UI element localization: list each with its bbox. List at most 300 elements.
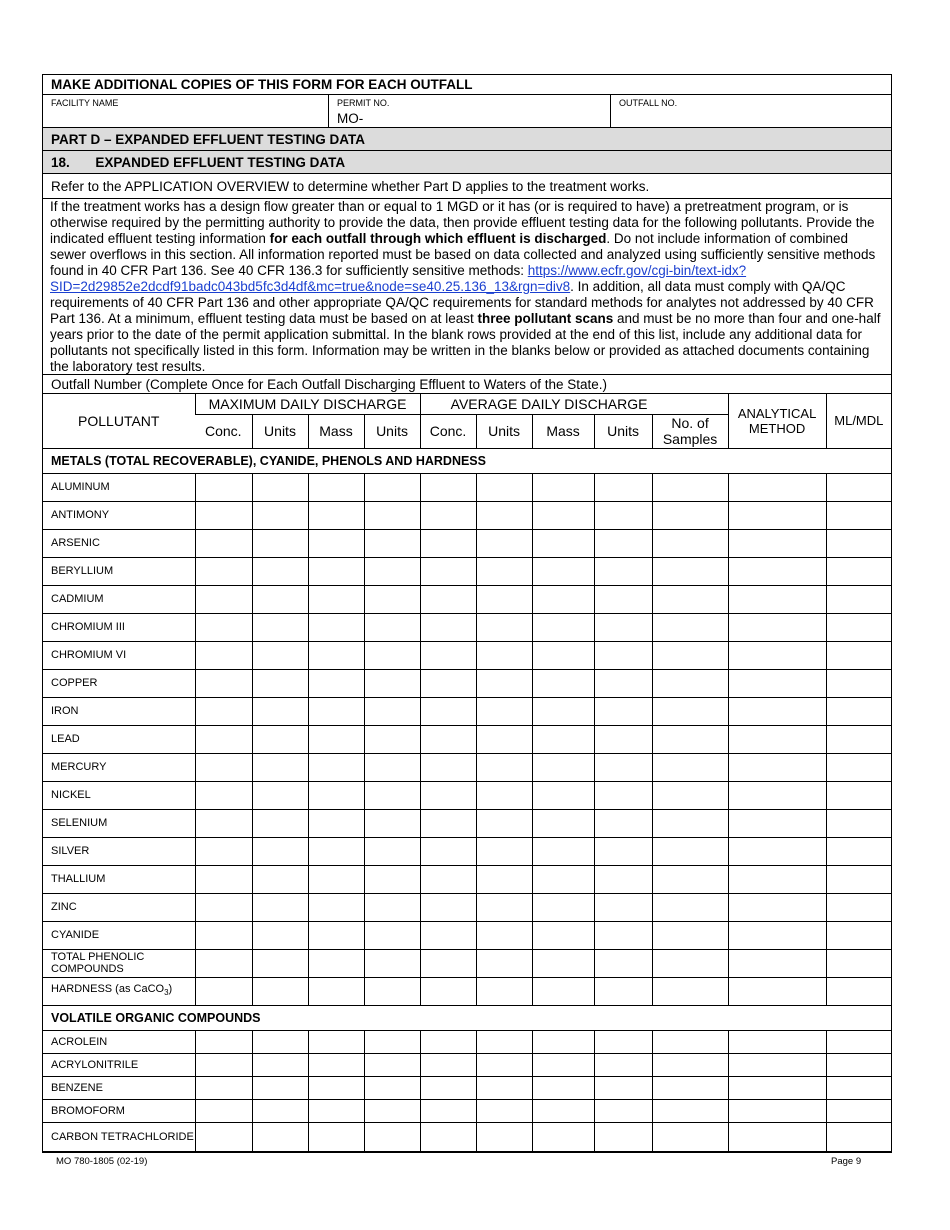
entry-cell[interactable] [420,781,476,809]
entry-cell[interactable] [420,949,476,977]
entry-cell[interactable] [476,837,532,865]
facility-row [43,95,891,128]
entry-cell[interactable] [476,809,532,837]
pollutant-name: ACRYLONITRILE [43,1053,195,1076]
outfall-no-label: OUTFALL NO. [619,98,678,108]
entry-cell[interactable] [420,921,476,949]
entry-cell[interactable] [826,669,891,697]
entry-cell[interactable] [594,1076,652,1099]
pollutant-row [43,669,891,697]
entry-cell[interactable] [364,865,420,893]
entry-cell[interactable] [420,501,476,529]
entry-cell[interactable] [308,669,364,697]
entry-cell[interactable] [826,641,891,669]
entry-cell[interactable] [252,865,308,893]
entry-cell[interactable] [476,977,532,1005]
entry-cell[interactable] [594,837,652,865]
entry-cell[interactable] [308,921,364,949]
entry-cell[interactable] [195,557,252,585]
entry-cell[interactable] [532,669,594,697]
entry-cell[interactable] [594,641,652,669]
entry-cell[interactable] [728,865,826,893]
entry-cell[interactable] [476,921,532,949]
entry-cell[interactable] [728,641,826,669]
pollutant-row [43,725,891,753]
entry-cell[interactable] [364,893,420,921]
entry-cell[interactable] [826,781,891,809]
entry-cell[interactable] [195,893,252,921]
entry-cell[interactable] [420,697,476,725]
entry-cell[interactable] [652,529,728,557]
entry-cell[interactable] [652,473,728,501]
col-max-units: Units [252,414,308,448]
entry-cell[interactable] [195,1099,252,1122]
entry-cell[interactable] [420,725,476,753]
entry-cell[interactable] [594,809,652,837]
entry-cell[interactable] [364,557,420,585]
entry-cell[interactable] [420,1122,476,1151]
entry-cell[interactable] [195,1122,252,1151]
entry-cell[interactable] [652,557,728,585]
entry-cell[interactable] [476,865,532,893]
entry-cell[interactable] [652,1030,728,1053]
col-max-mass-units: Units [364,414,420,448]
entry-cell[interactable] [532,725,594,753]
entry-cell[interactable] [826,865,891,893]
entry-cell[interactable] [420,585,476,613]
entry-cell[interactable] [476,473,532,501]
entry-cell[interactable] [364,1099,420,1122]
col-no-of-samples: No. of Samples [652,414,728,448]
entry-cell[interactable] [252,781,308,809]
entry-cell[interactable] [420,557,476,585]
entry-cell[interactable] [728,809,826,837]
entry-cell[interactable] [364,641,420,669]
entry-cell[interactable] [532,641,594,669]
entry-cell[interactable] [826,613,891,641]
entry-cell[interactable] [252,613,308,641]
entry-cell[interactable] [420,977,476,1005]
entry-cell[interactable] [308,865,364,893]
entry-cell[interactable] [532,1099,594,1122]
entry-cell[interactable] [826,725,891,753]
entry-cell[interactable] [652,1053,728,1076]
entry-cell[interactable] [826,1122,891,1151]
entry-cell[interactable] [652,697,728,725]
entry-cell[interactable] [195,669,252,697]
entry-cell[interactable] [420,669,476,697]
entry-cell[interactable] [364,529,420,557]
entry-cell[interactable] [308,697,364,725]
entry-cell[interactable] [594,473,652,501]
entry-cell[interactable] [594,1030,652,1053]
pollutant-name: SELENIUM [43,809,195,837]
entry-cell[interactable] [195,641,252,669]
entry-cell[interactable] [652,949,728,977]
entry-cell[interactable] [195,977,252,1005]
entry-cell[interactable] [728,725,826,753]
entry-cell[interactable] [594,585,652,613]
entry-cell[interactable] [826,1030,891,1053]
entry-cell[interactable] [420,613,476,641]
entry-cell[interactable] [420,809,476,837]
entry-cell[interactable] [308,585,364,613]
entry-cell[interactable] [532,585,594,613]
entry-cell[interactable] [652,753,728,781]
entry-cell[interactable] [195,1076,252,1099]
entry-cell[interactable] [308,977,364,1005]
entry-cell[interactable] [308,1076,364,1099]
entry-cell[interactable] [826,1053,891,1076]
entry-cell[interactable] [728,697,826,725]
entry-cell[interactable] [728,529,826,557]
entry-cell[interactable] [594,501,652,529]
entry-cell[interactable] [476,613,532,641]
entry-cell[interactable] [728,501,826,529]
entry-cell[interactable] [476,1053,532,1076]
entry-cell[interactable] [532,781,594,809]
entry-cell[interactable] [308,473,364,501]
entry-cell[interactable] [364,613,420,641]
entry-cell[interactable] [308,529,364,557]
entry-cell[interactable] [252,977,308,1005]
entry-cell[interactable] [652,837,728,865]
entry-cell[interactable] [594,1122,652,1151]
entry-cell[interactable] [728,1076,826,1099]
entry-cell[interactable] [476,697,532,725]
entry-cell[interactable] [532,865,594,893]
entry-cell[interactable] [195,585,252,613]
entry-cell[interactable] [476,585,532,613]
entry-cell[interactable] [364,921,420,949]
entry-cell[interactable] [532,893,594,921]
entry-cell[interactable] [476,893,532,921]
part-title: PART D – EXPANDED EFFLUENT TESTING DATA [43,128,891,151]
entry-cell[interactable] [532,1030,594,1053]
entry-cell[interactable] [476,557,532,585]
entry-cell[interactable] [308,1053,364,1076]
entry-cell[interactable] [476,949,532,977]
entry-cell[interactable] [308,809,364,837]
entry-cell[interactable] [728,1053,826,1076]
entry-cell[interactable] [308,641,364,669]
entry-cell[interactable] [532,1053,594,1076]
entry-cell[interactable] [252,501,308,529]
pollutant-name: THALLIUM [43,865,195,893]
entry-cell[interactable] [252,1099,308,1122]
entry-cell[interactable] [594,893,652,921]
entry-cell[interactable] [594,921,652,949]
permit-no-value: MO- [337,111,364,126]
entry-cell[interactable] [195,501,252,529]
entry-cell[interactable] [728,473,826,501]
entry-cell[interactable] [252,921,308,949]
entry-cell[interactable] [476,669,532,697]
entry-cell[interactable] [594,529,652,557]
entry-cell[interactable] [252,1122,308,1151]
entry-cell[interactable] [364,669,420,697]
entry-cell[interactable] [420,893,476,921]
entry-cell[interactable] [364,753,420,781]
entry-cell[interactable] [532,501,594,529]
entry-cell[interactable] [728,1099,826,1122]
entry-cell[interactable] [420,641,476,669]
entry-cell[interactable] [652,921,728,949]
entry-cell[interactable] [364,1076,420,1099]
entry-cell[interactable] [594,725,652,753]
entry-cell[interactable] [252,473,308,501]
entry-cell[interactable] [195,1053,252,1076]
entry-cell[interactable] [195,697,252,725]
entry-cell[interactable] [195,529,252,557]
entry-cell[interactable] [364,949,420,977]
entry-cell[interactable] [364,977,420,1005]
refer-note: Refer to the APPLICATION OVERVIEW to determine whether Part D applies to the treatment works. [43,174,891,199]
copies-banner: MAKE ADDITIONAL COPIES OF THIS FORM FOR EACH OUTFALL [43,75,891,95]
entry-cell[interactable] [364,697,420,725]
pollutant-row [43,473,891,501]
pollutant-row [43,697,891,725]
entry-cell[interactable] [728,949,826,977]
entry-cell[interactable] [195,613,252,641]
pollutant-row [43,781,891,809]
entry-cell[interactable] [652,669,728,697]
entry-cell[interactable] [308,753,364,781]
ecfr-link[interactable]: https://www.ecfr.gov/cgi-bin/text-idx?SID=2d29852e2dcdf91badc043bd5fc3d4df&mc=true&node=se40.25.136_13&rgn=div8 [50,263,747,294]
entry-cell[interactable] [532,837,594,865]
entry-cell[interactable] [652,1099,728,1122]
entry-cell[interactable] [252,1053,308,1076]
entry-cell[interactable] [826,585,891,613]
entry-cell[interactable] [195,809,252,837]
entry-cell[interactable] [308,557,364,585]
entry-cell[interactable] [728,1122,826,1151]
pollutant-row [43,613,891,641]
entry-cell[interactable] [308,949,364,977]
pollutant-row [43,893,891,921]
entry-cell[interactable] [826,949,891,977]
entry-cell[interactable] [195,837,252,865]
entry-cell[interactable] [728,753,826,781]
entry-cell[interactable] [594,1099,652,1122]
entry-cell[interactable] [308,1030,364,1053]
entry-cell[interactable] [826,557,891,585]
entry-cell[interactable] [652,809,728,837]
entry-cell[interactable] [252,1030,308,1053]
entry-cell[interactable] [594,865,652,893]
entry-cell[interactable] [728,781,826,809]
entry-cell[interactable] [826,753,891,781]
entry-cell[interactable] [364,473,420,501]
entry-cell[interactable] [532,753,594,781]
entry-cell[interactable] [364,501,420,529]
entry-cell[interactable] [252,949,308,977]
pollutant-name: ACROLEIN [43,1030,195,1053]
entry-cell[interactable] [420,1076,476,1099]
entry-cell[interactable] [420,529,476,557]
entry-cell[interactable] [826,837,891,865]
entry-cell[interactable] [476,1099,532,1122]
entry-cell[interactable] [252,837,308,865]
pollutant-name: ANTIMONY [43,501,195,529]
entry-cell[interactable] [728,837,826,865]
entry-cell[interactable] [532,949,594,977]
entry-cell[interactable] [252,557,308,585]
entry-cell[interactable] [532,809,594,837]
entry-cell[interactable] [420,837,476,865]
entry-cell[interactable] [308,893,364,921]
entry-cell[interactable] [532,697,594,725]
col-avg-conc: Conc. [420,414,476,448]
metals-rows [43,473,891,1005]
entry-cell[interactable] [364,809,420,837]
entry-cell[interactable] [652,585,728,613]
entry-cell[interactable] [364,781,420,809]
entry-cell[interactable] [252,1076,308,1099]
entry-cell[interactable] [652,1122,728,1151]
entry-cell[interactable] [476,641,532,669]
entry-cell[interactable] [420,1053,476,1076]
entry-cell[interactable] [420,753,476,781]
entry-cell[interactable] [728,893,826,921]
col-max-daily-discharge: MAXIMUM DAILY DISCHARGE [195,394,420,414]
entry-cell[interactable] [364,1122,420,1151]
entry-cell[interactable] [826,921,891,949]
entry-cell[interactable] [594,669,652,697]
entry-cell[interactable] [826,473,891,501]
entry-cell[interactable] [195,1030,252,1053]
entry-cell[interactable] [252,725,308,753]
entry-cell[interactable] [308,837,364,865]
entry-cell[interactable] [532,613,594,641]
entry-cell[interactable] [476,1076,532,1099]
entry-cell[interactable] [252,893,308,921]
col-avg-units: Units [476,414,532,448]
entry-cell[interactable] [728,557,826,585]
entry-cell[interactable] [652,781,728,809]
entry-cell[interactable] [826,893,891,921]
permit-no-field[interactable] [329,95,611,127]
pollutant-row [43,865,891,893]
entry-cell[interactable] [594,613,652,641]
entry-cell[interactable] [195,725,252,753]
col-max-conc: Conc. [195,414,252,448]
entry-cell[interactable] [532,529,594,557]
entry-cell[interactable] [476,529,532,557]
entry-cell[interactable] [532,921,594,949]
entry-cell[interactable] [532,557,594,585]
entry-cell[interactable] [308,1099,364,1122]
pollutant-row [43,1030,891,1053]
entry-cell[interactable] [252,585,308,613]
entry-cell[interactable] [826,697,891,725]
entry-cell[interactable] [652,977,728,1005]
entry-cell[interactable] [652,613,728,641]
entry-cell[interactable] [728,977,826,1005]
entry-cell[interactable] [476,1122,532,1151]
entry-cell[interactable] [826,977,891,1005]
entry-cell[interactable] [532,473,594,501]
entry-cell[interactable] [594,977,652,1005]
outfall-number-note: Outfall Number (Complete Once for Each Outfall Discharging Effluent to Waters of the State.) [43,375,891,394]
entry-cell[interactable] [308,501,364,529]
entry-cell[interactable] [195,781,252,809]
entry-cell[interactable] [195,753,252,781]
facility-name-field[interactable] [43,95,329,127]
entry-cell[interactable] [252,809,308,837]
entry-cell[interactable] [252,669,308,697]
entry-cell[interactable] [476,781,532,809]
entry-cell[interactable] [308,725,364,753]
entry-cell[interactable] [308,613,364,641]
entry-cell[interactable] [532,977,594,1005]
entry-cell[interactable] [652,641,728,669]
entry-cell[interactable] [420,865,476,893]
entry-cell[interactable] [652,893,728,921]
entry-cell[interactable] [476,725,532,753]
entry-cell[interactable] [594,557,652,585]
pollutant-name: LEAD [43,725,195,753]
entry-cell[interactable] [652,725,728,753]
entry-cell[interactable] [594,753,652,781]
entry-cell[interactable] [728,921,826,949]
entry-cell[interactable] [364,1030,420,1053]
entry-cell[interactable] [364,585,420,613]
col-pollutant: POLLUTANT [43,394,195,448]
entry-cell[interactable] [728,613,826,641]
entry-cell[interactable] [308,781,364,809]
entry-cell[interactable] [826,529,891,557]
entry-cell[interactable] [195,949,252,977]
entry-cell[interactable] [476,501,532,529]
entry-cell[interactable] [826,1099,891,1122]
entry-cell[interactable] [652,501,728,529]
facility-name-label: FACILITY NAME [51,98,119,108]
entry-cell[interactable] [728,585,826,613]
entry-cell[interactable] [728,669,826,697]
entry-cell[interactable] [252,697,308,725]
entry-cell[interactable] [728,1030,826,1053]
entry-cell[interactable] [826,809,891,837]
entry-cell[interactable] [826,501,891,529]
entry-cell[interactable] [420,1030,476,1053]
entry-cell[interactable] [594,949,652,977]
entry-cell[interactable] [308,1122,364,1151]
entry-cell[interactable] [532,1122,594,1151]
entry-cell[interactable] [652,1076,728,1099]
entry-cell[interactable] [364,1053,420,1076]
entry-cell[interactable] [252,641,308,669]
entry-cell[interactable] [195,865,252,893]
entry-cell[interactable] [420,1099,476,1122]
entry-cell[interactable] [252,753,308,781]
entry-cell[interactable] [195,921,252,949]
entry-cell[interactable] [420,473,476,501]
entry-cell[interactable] [195,473,252,501]
entry-cell[interactable] [476,1030,532,1053]
entry-cell[interactable] [532,1076,594,1099]
entry-cell[interactable] [652,865,728,893]
entry-cell[interactable] [826,1076,891,1099]
entry-cell[interactable] [252,529,308,557]
entry-cell[interactable] [476,753,532,781]
entry-cell[interactable] [364,725,420,753]
entry-cell[interactable] [594,781,652,809]
entry-cell[interactable] [364,837,420,865]
entry-cell[interactable] [594,697,652,725]
outfall-no-field[interactable] [611,95,891,127]
entry-cell[interactable] [594,1053,652,1076]
